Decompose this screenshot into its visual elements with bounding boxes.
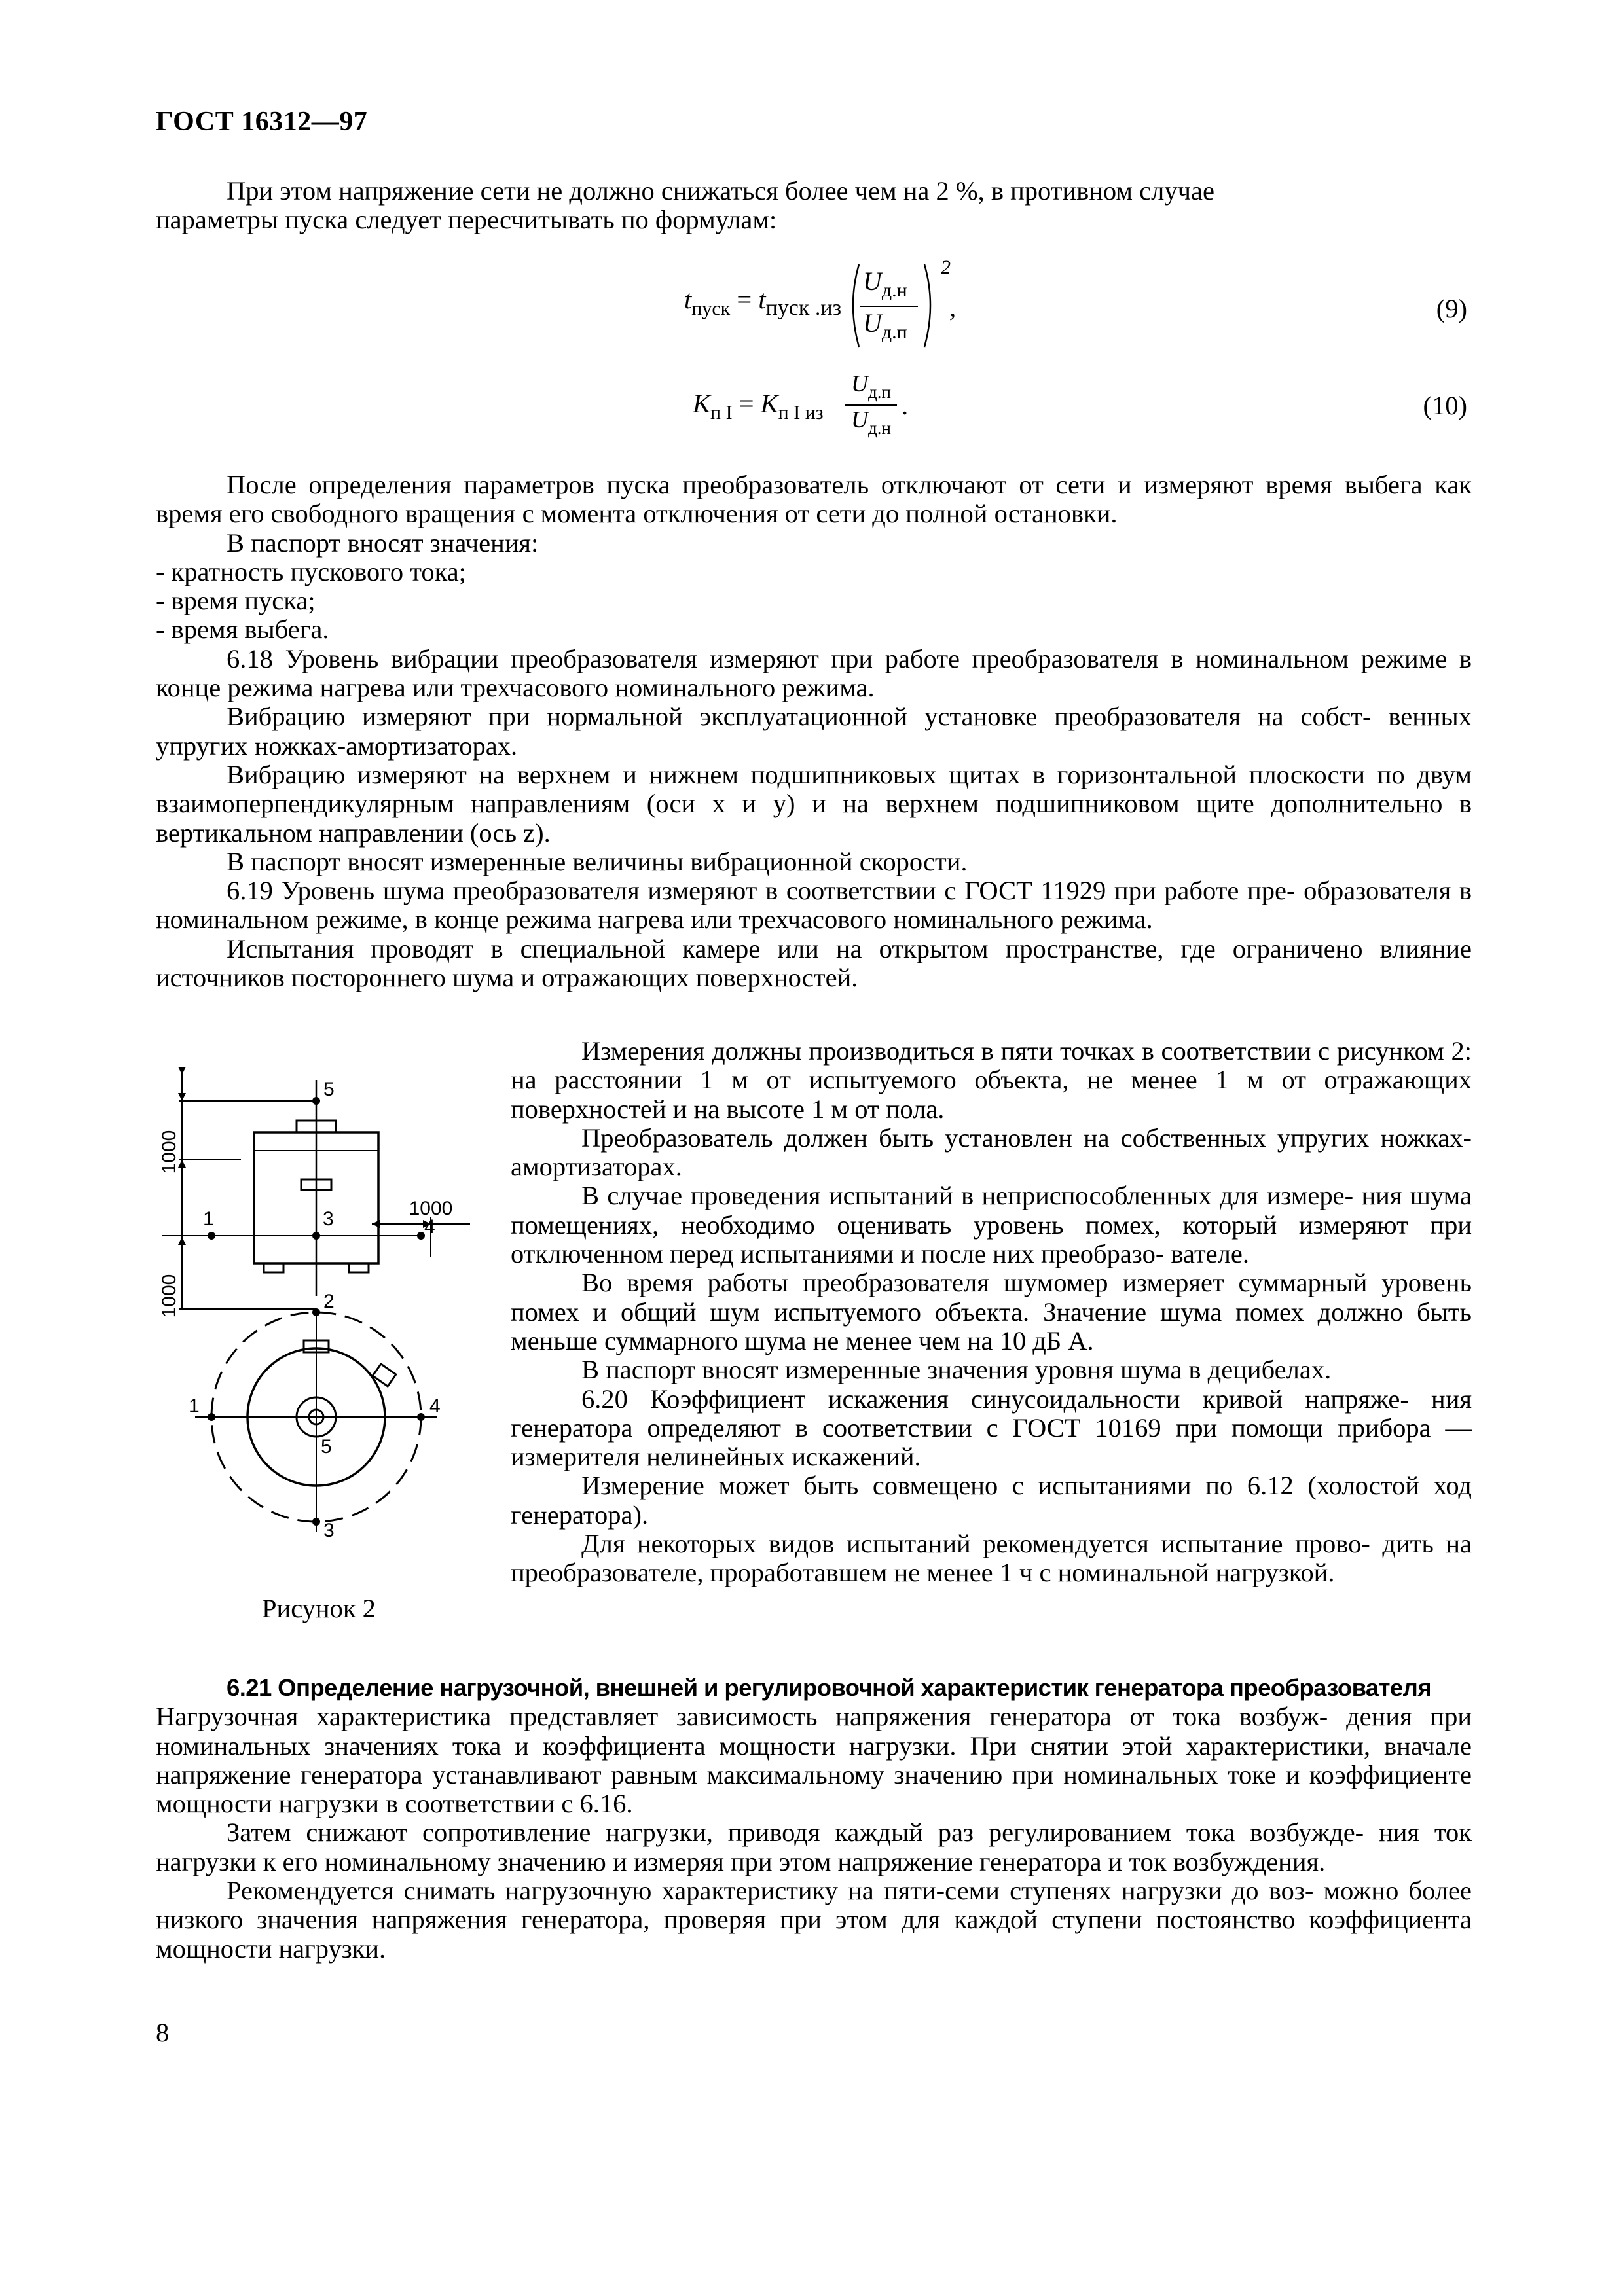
text-line: Вибрацию измеряют при нормальной эксплуатационной установке преобразователя на собст- — [227, 702, 1372, 732]
formula-term: t — [684, 285, 692, 314]
text-line: нагрузкой. — [1215, 1558, 1335, 1588]
intro-paragraph — [156, 177, 1472, 235]
text-line: При этом напряжение сети не должно снижаться более чем на 2 %, в противном случае — [227, 176, 1214, 206]
text-line: уровень помех и общий шум испытуемого объекта. Значение шума помех — [511, 1268, 1472, 1327]
text-line: при номинальных токе и коэффициенте мощности нагрузки в соответствии с 6.16. — [156, 1759, 1472, 1819]
paragraph — [156, 876, 1472, 935]
paragraph — [511, 1471, 1472, 1530]
figure-2-measurement-diagram — [156, 1060, 509, 1577]
text-line: можно более низкого значения напряжения генератора, проверяя при этом для каждой ступени — [156, 1876, 1472, 1935]
formula-term: U — [851, 370, 868, 397]
paragraph — [511, 1268, 1472, 1355]
paragraph — [511, 1530, 1472, 1588]
text-line: Нагрузочная характеристика представляет зависимость напряжения генератора от тока возбуж- — [156, 1702, 1328, 1732]
text-line: Испытания проводят в специальной камере или на открытом пространстве, где ограничено — [227, 933, 1363, 963]
text-line: рисунком 2: на расстоянии 1 м от испытуемого объекта, не менее 1 м от — [511, 1036, 1472, 1095]
point-label: 4 — [424, 1216, 435, 1238]
point-label: 1 — [189, 1395, 200, 1417]
text-line: ния генератора определяют в соответствии с ГОСТ 10169 при помощи — [511, 1384, 1472, 1443]
dimension-label-vertical-2: 1000 — [158, 1274, 180, 1318]
paragraph — [156, 1818, 1472, 1876]
formula-9-brackets — [845, 260, 943, 352]
text-line: Для некоторых видов испытаний рекомендуется испытание прово- — [581, 1529, 1370, 1559]
text-line: Преобразователь должен быть установлен на собственных упругих — [581, 1122, 1370, 1153]
equation-number-10: (10) — [1423, 391, 1467, 420]
paragraph — [156, 645, 1472, 703]
text-line: режима. — [1060, 905, 1153, 935]
formula-subscript: д.н — [881, 279, 907, 301]
formula-9-power: 2 — [941, 257, 951, 278]
text-line: должно быть меньше суммарного шума не менее чем на 10 дБ А. — [511, 1297, 1472, 1355]
formula-9 — [684, 284, 841, 321]
text-line: ножках-амортизаторах. — [511, 1122, 1472, 1182]
point-label: 1 — [203, 1208, 214, 1230]
dimension-label-vertical-1: 1000 — [158, 1130, 180, 1174]
formula-operator: = — [737, 285, 752, 314]
document-header: ГОСТ 16312—97 — [156, 107, 368, 137]
text-line: измеряют при отключенном перед испытаниями и после них преобразо- — [511, 1210, 1472, 1269]
paragraph — [511, 1124, 1472, 1182]
text-line: Затем снижают сопротивление нагрузки, приводя каждый раз регулированием тока возбужде- — [227, 1818, 1364, 1848]
text-line: После определения параметров пуска преобразователь отключают от сети и измеряют время — [227, 470, 1332, 499]
list-item: - время пуска; — [156, 586, 316, 616]
text-line: отражающих поверхностей и на высоте 1 м от пола. — [511, 1065, 1472, 1124]
formula-term: U — [851, 406, 868, 433]
paragraph: В паспорт вносят значения: — [227, 528, 539, 558]
formula-term: K — [760, 389, 778, 418]
formula-10 — [693, 388, 824, 424]
formula-subscript: п I из — [778, 402, 824, 423]
point-label: 3 — [323, 1208, 334, 1230]
formula-subscript: пуск — [691, 298, 731, 319]
body-text-middle — [156, 471, 1472, 992]
section-6-21 — [156, 1674, 1472, 1964]
text-line: венных упругих ножках-амортизаторах. — [156, 702, 1472, 761]
text-line: прибора — измерителя нелинейных искажений. — [511, 1412, 1472, 1472]
paragraph — [156, 935, 1472, 993]
text-line: дения при номинальных значениях тока и коэффициента мощности нагрузки. При снятии этой — [156, 1702, 1472, 1761]
text-line: постоянство коэффициента мощности нагрузки. — [156, 1905, 1472, 1964]
page-number: 8 — [156, 2018, 170, 2047]
paragraph — [156, 702, 1472, 761]
formula-10-period: . — [902, 391, 909, 420]
equation-number-9: (9) — [1436, 294, 1467, 323]
list-item: - кратность пускового тока; — [156, 556, 466, 586]
paragraph: В паспорт вносят измеренные величины вибрационной скорости. — [227, 846, 968, 876]
text-line: параметры пуска следует пересчитывать по формулам: — [156, 205, 777, 235]
text-line: Во время работы преобразователя шумомер измеряет суммарный — [581, 1268, 1368, 1298]
paragraph — [156, 471, 1472, 529]
text-line: режиме в конце режима нагрева или трехчасового номинального режима. — [156, 643, 1472, 703]
formula-10-denominator — [851, 406, 891, 439]
text-line: дополнительно в вертикальном направлении (ось z). — [156, 789, 1472, 848]
text-line: характеристики, вначале напряжение генератора устанавливают равным максимальному значению — [156, 1731, 1472, 1789]
formula-10-numerator — [851, 370, 891, 403]
text-line: влияние источников постороннего шума и отражающих поверхностей. — [156, 933, 1472, 993]
text-line: 6.18 Уровень вибрации преобразователя измеряют при работе преобразователя в номинальном — [227, 643, 1349, 673]
figure-caption: Рисунок 2 — [262, 1594, 376, 1623]
text-line: В случае проведения испытаний в неприспособленных для измере- — [581, 1181, 1354, 1211]
text-line: ход генератора). — [511, 1471, 1472, 1530]
body-text-right-column — [511, 1037, 1472, 1588]
point-label: 5 — [323, 1079, 335, 1100]
text-line: 6.19 Уровень шума преобразователя измеряют в соответствии с ГОСТ 11929 при работе пре- — [227, 876, 1296, 906]
paragraph — [511, 1181, 1472, 1268]
text-line: дить на преобразователе, проработавшем не менее 1 ч с номинальной — [511, 1529, 1472, 1588]
formula-9-comma: , — [949, 293, 957, 322]
paragraph: В паспорт вносят измеренные значения уровня шума в децибелах. — [581, 1355, 1332, 1385]
text-line: ния шума помещениях, необходимо оценивать уровень помех, который — [511, 1181, 1472, 1240]
text-line: Измерения должны производиться в пяти точках в соответствии с — [581, 1036, 1330, 1066]
text-line: выбега как время его свободного вращения с момента отключения от сети до полной остановки. — [156, 470, 1472, 529]
text-line: Рекомендуется снимать нагрузочную характеристику на пяти-семи ступенях нагрузки до воз- — [227, 1876, 1314, 1906]
point-label: 4 — [429, 1395, 441, 1417]
formula-subscript: д.п — [868, 382, 891, 402]
formula-subscript: п I — [710, 402, 733, 423]
paragraph — [511, 1385, 1472, 1472]
formula-operator: = — [739, 389, 754, 418]
point-label: 5 — [321, 1436, 332, 1458]
text-line: вателе. — [1171, 1239, 1249, 1269]
paragraph — [156, 1702, 1472, 1818]
formula-term: U — [863, 266, 882, 296]
point-label: 3 — [323, 1520, 335, 1541]
paragraph — [156, 761, 1472, 848]
text-line: возбуждения. — [1173, 1846, 1326, 1876]
formula-subscript: пуск .из — [765, 296, 842, 320]
paragraph — [511, 1037, 1472, 1124]
formula-term: U — [863, 308, 882, 338]
text-line: ния ток нагрузки к его номинальному значению и измеряя при этом напряжение генератора и ток — [156, 1818, 1472, 1876]
text-line: 6.20 Коэффициент искажения синусоидальности кривой напряже- — [581, 1384, 1409, 1414]
paragraph — [156, 1876, 1472, 1964]
list-item: - время выбега. — [156, 615, 329, 645]
dimension-label-horizontal: 1000 — [409, 1198, 453, 1219]
point-label: 2 — [323, 1291, 335, 1312]
text-line: Вибрацию измеряют на верхнем и нижнем подшипниковых щитах в горизонтальной плоскости — [227, 759, 1366, 789]
section-title: 6.21 Определение нагрузочной, внешней и регулировочной характеристик генератора преобразователя — [227, 1674, 1431, 1701]
text-line: по двум взаимоперпендикулярным направлениям (оси x и y) и на верхнем подшипниковом щите — [156, 759, 1472, 819]
formula-term: K — [693, 389, 711, 418]
formula-subscript: д.н — [868, 418, 891, 438]
formula-subscript: д.п — [881, 321, 907, 343]
formula-term: t — [758, 285, 766, 314]
text-line: Измерение может быть совмещено с испытаниями по 6.12 (холостой — [581, 1471, 1419, 1501]
text-line: образователя в номинальном режиме, в конце режима нагрева или трехчасового номинального — [156, 876, 1472, 935]
